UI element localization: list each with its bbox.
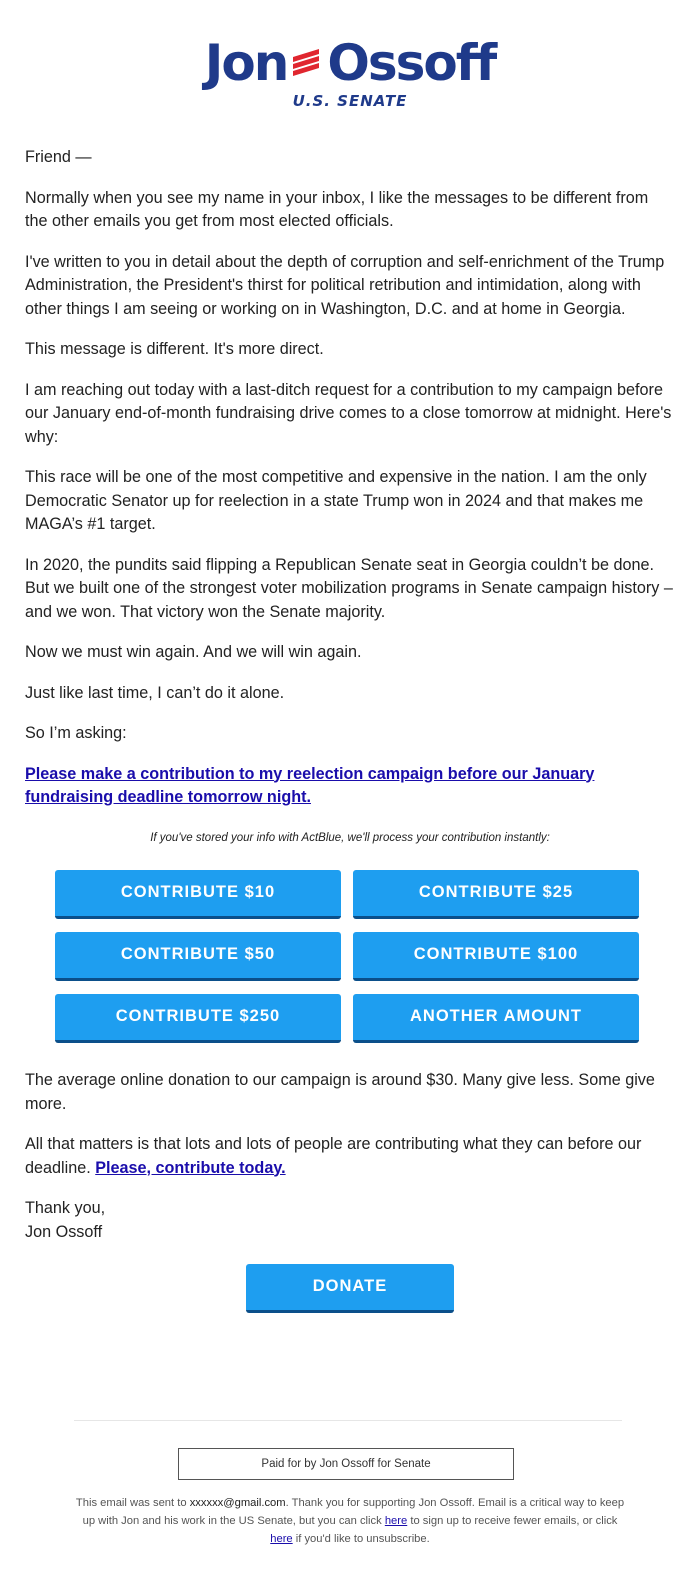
paragraph-8: Just like last time, I can’t do it alone.: [25, 683, 285, 702]
contribute-250-button[interactable]: CONTRIBUTE $250: [55, 994, 341, 1043]
contribution-link[interactable]: Please make a contribution to my reelection campaign before our January fundraising deadline tomorrow night.: [25, 764, 595, 806]
signoff-block: [25, 1197, 675, 1244]
fewer-emails-link[interactable]: here: [384, 1515, 408, 1527]
footer-text: [70, 1494, 630, 1548]
contribute-25-button[interactable]: CONTRIBUTE $25: [353, 870, 639, 919]
paragraph-4: I am reaching out today with a last-ditch request for a contribution to my campaign before our January end-of-month fundraising drive comes to a close tomorrow at midnight. Here's why:: [25, 380, 672, 446]
paragraph-10: The average online donation to our campaign is around $30. Many give less. Some give more.: [25, 1071, 655, 1113]
contribute-50-button[interactable]: CONTRIBUTE $50: [55, 932, 341, 981]
paid-for-disclaimer: Paid for by Jon Ossoff for Senate: [178, 1448, 514, 1480]
footer-text-4: if you'd like to unsubscribe.: [295, 1533, 430, 1545]
paragraph-5: This race will be one of the most competitive and expensive in the nation. I am the only Democratic Senator up for reelection in a state Trump won in 2024 and that makes me MAGA’s #1 target.: [25, 468, 647, 533]
signature: Jon Ossoff: [25, 1222, 103, 1241]
paragraph-1: Normally when you see my name in your inbox, I like the messages to be different from the other emails you get from most elected officials.: [25, 188, 649, 230]
paragraph-2: I've written to you in detail about the depth of corruption and self-enrichment of the Trump Administration, the President's thirst for political retribution and intimidation, along with other things I am seeing or working on in Washington, D.C. and at home in Georgia.: [25, 252, 665, 318]
flag-stripes-icon: [289, 43, 325, 83]
unsubscribe-link[interactable]: here: [270, 1533, 293, 1545]
footer-text-2: . Thank you for supporting Jon Ossoff. Email is a critical way to keep up with Jon and his work in the US Senate, but you can click: [82, 1497, 625, 1527]
footer-text-1: This email was sent to: [75, 1497, 187, 1509]
another-amount-button[interactable]: ANOTHER AMOUNT: [353, 994, 639, 1043]
paragraph-6: In 2020, the pundits said flipping a Republican Senate seat in Georgia couldn’t be done. But we built one of the strongest voter mobilization programs in Senate campaign history – and we won. That victory won the Senate majority.: [25, 555, 673, 621]
signoff: Thank you,: [25, 1199, 106, 1217]
cta-paragraph: [25, 763, 675, 810]
actblue-note: If you've stored your info with ActBlue, we'll process your contribution instantly:: [150, 831, 550, 844]
logo-wordmark: [205, 36, 495, 90]
campaign-logo: [0, 36, 700, 110]
paragraph-11: [25, 1133, 675, 1180]
contribution-button-grid: [55, 870, 639, 1043]
paragraph-9: So I’m asking:: [25, 724, 127, 742]
greeting: Friend —: [25, 148, 92, 166]
donate-button[interactable]: DONATE: [246, 1264, 454, 1313]
logo-name-right: Ossoff: [327, 34, 496, 92]
contribute-100-button[interactable]: CONTRIBUTE $100: [353, 932, 639, 981]
email-body: [25, 146, 675, 1313]
logo-name-left: Jon: [204, 34, 288, 92]
recipient-email: xxxxxx@gmail.com: [189, 1497, 286, 1509]
footer-divider: [74, 1420, 622, 1421]
contribute-today-link[interactable]: Please, contribute today.: [95, 1158, 286, 1177]
logo-subtitle: U.S. SENATE: [292, 92, 408, 110]
paragraph-3: This message is different. It's more direct.: [25, 340, 324, 358]
contribute-10-button[interactable]: CONTRIBUTE $10: [55, 870, 341, 919]
paragraph-7: Now we must win again. And we will win again.: [25, 643, 362, 661]
closing-section: [25, 1069, 675, 1244]
paragraph-11-text: All that matters is that lots and lots of people are contributing what they can before our deadline.: [25, 1135, 642, 1177]
footer-text-3: to sign up to receive fewer emails, or click: [410, 1515, 618, 1527]
